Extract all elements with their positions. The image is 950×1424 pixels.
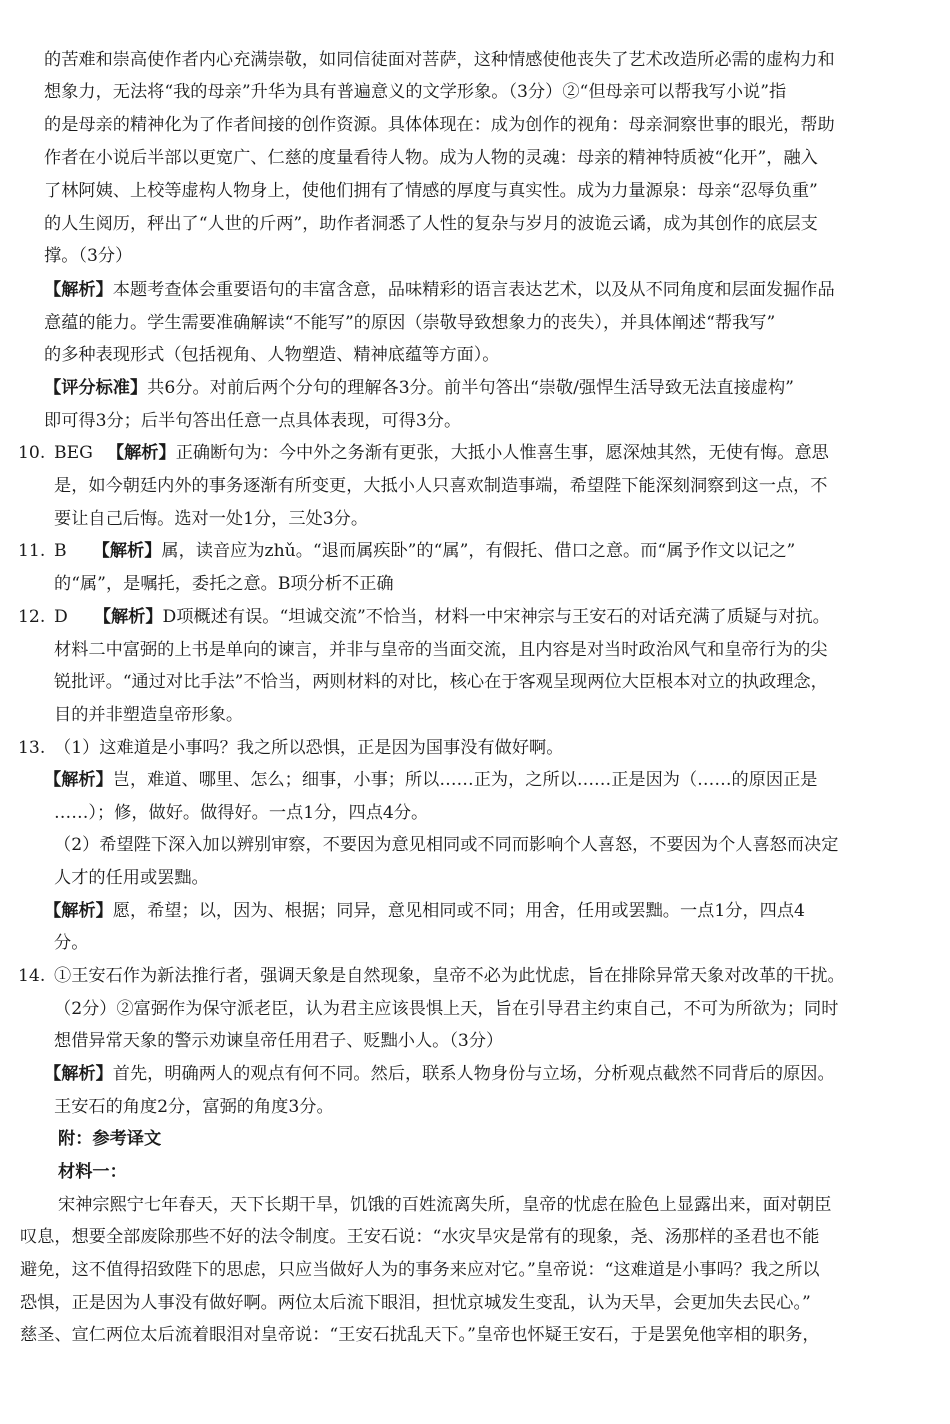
answer-choice: BEG xyxy=(54,443,93,463)
score-criteria-line xyxy=(44,372,934,404)
analysis-line: 是，如今朝廷内外的事务逐渐有所变更，大抵小人只喜欢制造事端，希望陛下能深刻洞察到这一点，不 xyxy=(54,476,828,496)
analysis-label: 【解析】 xyxy=(44,280,113,300)
answer-line: 的苦难和崇高使作者内心充满崇敬，如同信徒面对菩萨，这种情感使他丧失了艺术改造所必需的虚构力和 xyxy=(44,50,835,70)
score-criteria-text: 共6分。对前后两个分句的理解各3分。前半句答出“崇敬/强悍生活导致无法直接虚构” xyxy=(147,378,794,398)
analysis-line xyxy=(44,764,934,796)
question-11-line xyxy=(18,535,934,567)
question-number: 10. xyxy=(18,443,46,463)
translation-answer: （2）希望陛下深入加以辨别审察，不要因为意见相同或不同而影响个人喜怒，不要因为个人喜怒而决定 xyxy=(54,835,839,855)
analysis-label: 【解析】 xyxy=(44,901,113,921)
analysis-line xyxy=(44,1058,934,1090)
translation-line: 恐惧，正是因为人事没有做好啊。两位太后流下眼泪，担忧京城发生变乱，认为天旱，会更加失去民心。” xyxy=(20,1293,811,1313)
analysis-line: ……）；修，做好。做得好。一点1分，四点4分。 xyxy=(54,803,429,823)
answer-line: 的是母亲的精神化为了作者间接的创作资源。具体体现在：成为创作的视角：母亲洞察世事的眼光，帮助 xyxy=(44,115,835,135)
answer-choice: D xyxy=(54,607,68,627)
analysis-label: 【解析】 xyxy=(44,770,113,790)
question-number: 14. xyxy=(18,966,46,986)
analysis-text: 岂，难道、哪里、怎么；细事，小事；所以……正为，之所以……正是因为（……的原因正是 xyxy=(112,770,818,790)
analysis-text: D项概述有误。“坦诚交流”不恰当，材料一中宋神宗与王安石的对话充满了质疑与对抗。 xyxy=(162,607,830,627)
analysis-line: 的多种表现形式（包括视角、人物塑造、精神底蕴等方面）。 xyxy=(44,345,500,365)
analysis-text: 正确断句为：今中外之务渐有更张，大抵小人惟喜生事，愿深烛其然，无使有悔。意思 xyxy=(175,443,829,463)
answer-line: 想借异常天象的警示劝谏皇帝任用君子、贬黜小人。（3分） xyxy=(54,1031,504,1051)
analysis-line: 王安石的角度2分，富弼的角度3分。 xyxy=(54,1097,334,1117)
analysis-label: 【解析】 xyxy=(44,1064,113,1084)
analysis-line xyxy=(44,895,934,927)
translation-line: 叹息，想要全部废除那些不好的法令制度。王安石说：“水灾旱灾是常有的现象，尧、汤那样的圣君也不能 xyxy=(20,1227,820,1247)
translation-line: 避免，这不值得招致陛下的思虑，只应当做好人为的事务来应对它。”皇帝说：“这难道是小事吗？我之所以 xyxy=(20,1260,820,1280)
question-10-line xyxy=(18,437,934,469)
analysis-line: 分。 xyxy=(54,933,89,953)
question-number: 12. xyxy=(18,607,46,627)
answer-line: 作者在小说后半部以更宽广、仁慈的度量看待人物。成为人物的灵魂：母亲的精神特质被“化开”，融入 xyxy=(44,148,818,168)
analysis-line: 目的并非塑造皇帝形象。 xyxy=(54,705,244,725)
analysis-line: 的“属”，是嘱托，委托之意。B项分析不正确 xyxy=(54,574,394,594)
question-12-line xyxy=(18,601,934,633)
material-label: 材料一： xyxy=(58,1162,127,1182)
analysis-line xyxy=(44,274,934,306)
answer-line: 想象力，无法将“我的母亲”升华为具有普遍意义的文学形象。（3分）②“但母亲可以帮我写小说”指 xyxy=(44,82,787,102)
translation-line: 慈圣、宣仁两位太后流着眼泪对皇帝说：“王安石扰乱天下。”皇帝也怀疑王安石，于是罢免他宰相的职务， xyxy=(20,1325,820,1345)
question-13-line xyxy=(18,732,934,764)
answer-line: （2分）②富弼作为保守派老臣，认为君主应该畏惧上天，旨在引导君主约束自己，不可为所欲为；同时 xyxy=(54,999,839,1019)
question-14-line xyxy=(18,960,934,992)
answer-line: 撑。（3分） xyxy=(44,246,133,266)
analysis-line: 意蕴的能力。学生需要准确解读“不能写”的原因（崇敬导致想象力的丧失），并具体阐述“帮我写” xyxy=(44,313,776,333)
analysis-label: 【解析】 xyxy=(92,541,162,561)
score-criteria-label: 【评分标准】 xyxy=(44,378,148,398)
appendix-title: 附：参考译文 xyxy=(58,1129,162,1149)
analysis-line: 锐批评。“通过对比手法”不恰当，两则材料的对比，核心在于客观呈现两位大臣根本对立的执政理念， xyxy=(54,672,828,692)
score-criteria-line: 即可得3分；后半句答出任意一点具体表现，可得3分。 xyxy=(44,411,462,431)
answer-line: 了林阿姨、上校等虚构人物身上，使他们拥有了情感的厚度与真实性。成为力量源泉：母亲“忍辱负重” xyxy=(44,181,818,201)
analysis-label: 【解析】 xyxy=(106,443,176,463)
translation-answer: 人才的任用或罢黜。 xyxy=(54,868,209,888)
analysis-text: 属，读音应为zhǔ。“退而属疾卧”的“属”，有假托、借口之意。而“属予作文以记之” xyxy=(161,541,796,561)
analysis-text: 首先，明确两人的观点有何不同。然后，联系人物身份与立场，分析观点截然不同背后的原因。 xyxy=(112,1064,835,1084)
question-number: 13. xyxy=(18,738,46,758)
analysis-text: 愿，希望；以，因为、根据；同异，意见相同或不同；用舍，任用或罢黜。一点1分，四点4 xyxy=(112,901,805,921)
question-number: 11. xyxy=(18,541,46,561)
answer-choice: B xyxy=(54,541,67,561)
translation-line: 宋神宗熙宁七年春天，天下长期干旱，饥饿的百姓流离失所，皇帝的忧虑在脸色上显露出来，面对朝臣 xyxy=(58,1195,832,1215)
analysis-line: 要让自己后悔。选对一处1分，三处3分。 xyxy=(54,509,369,529)
translation-answer: （1）这难道是小事吗？我之所以恐惧，正是因为国事没有做好啊。 xyxy=(54,738,564,758)
analysis-label: 【解析】 xyxy=(93,607,163,627)
analysis-line: 材料二中富弼的上书是单向的谏言，并非与皇帝的当面交流，且内容是对当时政治风气和皇帝行为的尖 xyxy=(54,640,828,660)
answer-text: ①王安石作为新法推行者，强调天象是自然现象，皇帝不必为此忧虑，旨在排除异常天象对改革的干扰。 xyxy=(54,966,845,986)
analysis-text: 本题考查体会重要语句的丰富含意，品味精彩的语言表达艺术，以及从不同角度和层面发掘作品 xyxy=(112,280,835,300)
answer-line: 的人生阅历，秤出了“人世的斤两”，助作者洞悉了人性的复杂与岁月的波诡云谲，成为其创作的底层支 xyxy=(44,214,818,234)
